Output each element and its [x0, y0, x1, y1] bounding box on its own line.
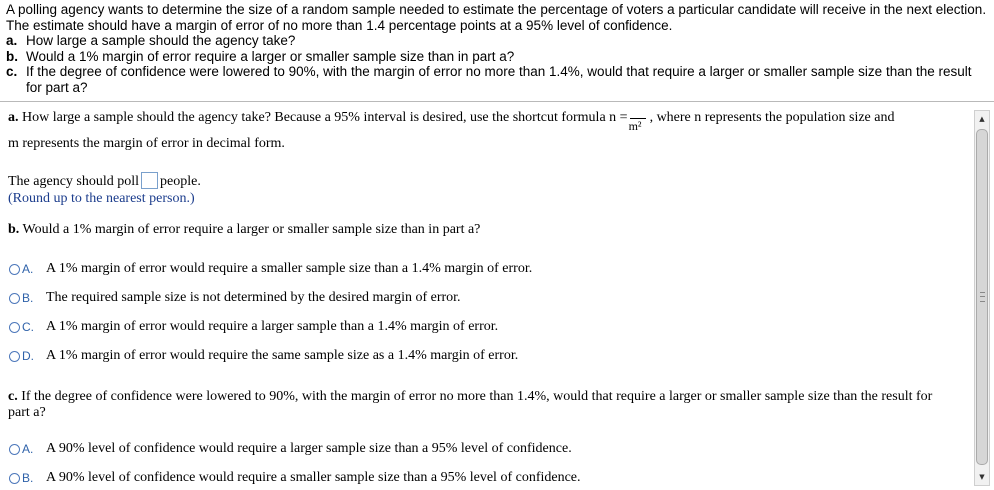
option-text: A 90% level of confidence would require a larger sample size than a 95% level of confidence.: [46, 441, 572, 456]
part-a-answer-line: [8, 172, 201, 190]
part-text: Would a 1% margin of error require a larger or smaller sample size than in part a?: [26, 48, 515, 64]
part-a-prompt-text: How large a sample should the agency take? Because a 95% interval is desired, use the shortcut formula n =: [22, 110, 628, 125]
option-letter: A.: [22, 262, 34, 276]
scrollbar-thumb[interactable]: [976, 129, 988, 465]
question-intro: A polling agency wants to determine the size of a random sample needed to estimate the percentage of voters a particular candidate will receive in the next election. The estimate should have a margin of error of no more than 1.4 percentage points at a 95% level of confidence.: [6, 2, 987, 33]
question-part-b: [6, 49, 990, 65]
part-c-prompt-text: If the degree of confidence were lowered to 90%, with the margin of error no more than 1.4%, would that require a larger or smaller sample size than the result for part a?: [8, 389, 933, 420]
part-letter: b.: [6, 48, 18, 64]
question-part-a: [6, 33, 990, 49]
scroll-up-arrow-icon[interactable]: ▲: [979, 115, 985, 123]
part-b-prompt: [8, 222, 480, 238]
part-letter: c.: [6, 64, 18, 79]
part-b-prompt-text: Would a 1% margin of error require a larger or smaller sample size than in part a?: [22, 222, 481, 237]
radio-button[interactable]: [9, 322, 20, 333]
radio-button[interactable]: [9, 473, 20, 484]
option-text: A 1% margin of error would require a smaller sample size than a 1.4% margin of error.: [46, 261, 533, 276]
radio-button[interactable]: [9, 444, 20, 455]
answer-panel: [0, 102, 974, 490]
scroll-down-arrow-icon[interactable]: ▼: [979, 473, 985, 481]
radio-button[interactable]: [9, 351, 20, 362]
part-a-prompt-line2: m represents the margin of error in decimal form.: [8, 136, 285, 151]
answer-prefix: The agency should poll: [8, 174, 140, 189]
part-c-option-a[interactable]: [9, 441, 572, 457]
scrollbar-grip-icon: [980, 292, 985, 302]
part-a-letter: a.: [8, 110, 19, 125]
part-c-option-b[interactable]: [9, 470, 581, 486]
option-letter: C.: [22, 320, 34, 334]
part-b-letter: b.: [8, 222, 20, 237]
answer-suffix: people.: [160, 174, 201, 189]
part-text: If the degree of confidence were lowered to 90%, with the margin of error no more than 1.4%, would that require a larger or smaller sample size than the result for part a?: [26, 64, 972, 95]
option-letter: D.: [22, 349, 34, 363]
part-b-option-a[interactable]: [9, 261, 532, 277]
fraction-denominator: m²: [628, 118, 642, 133]
part-c-letter: c.: [8, 389, 18, 404]
sample-size-input[interactable]: [141, 172, 158, 189]
option-letter: B.: [22, 471, 34, 485]
question-statement: [6, 2, 990, 95]
radio-button[interactable]: [9, 264, 20, 275]
question-part-c: [6, 64, 990, 95]
option-text: The required sample size is not determined by the desired margin of error.: [46, 290, 461, 305]
part-c-prompt: [8, 389, 953, 421]
radio-button[interactable]: [9, 293, 20, 304]
option-letter: B.: [22, 291, 34, 305]
part-a-prompt-tail: , where n represents the population size and: [649, 110, 895, 125]
option-text: A 1% margin of error would require a larger sample than a 1.4% margin of error.: [46, 319, 499, 334]
formula-fraction: [628, 111, 650, 133]
part-b-option-c[interactable]: [9, 319, 498, 335]
option-text: A 90% level of confidence would require a smaller sample size than a 95% level of confidence.: [46, 470, 581, 485]
option-letter: A.: [22, 442, 34, 456]
rounding-hint: (Round up to the nearest person.): [8, 191, 195, 206]
part-a-prompt: [8, 110, 895, 133]
part-text: How large a sample should the agency take?: [26, 33, 296, 48]
part-b-option-d[interactable]: [9, 348, 518, 364]
part-letter: a.: [6, 33, 18, 48]
vertical-scrollbar[interactable]: [974, 110, 990, 486]
option-text: A 1% margin of error would require the same sample size as a 1.4% margin of error.: [46, 348, 519, 363]
part-b-option-b[interactable]: [9, 290, 461, 306]
